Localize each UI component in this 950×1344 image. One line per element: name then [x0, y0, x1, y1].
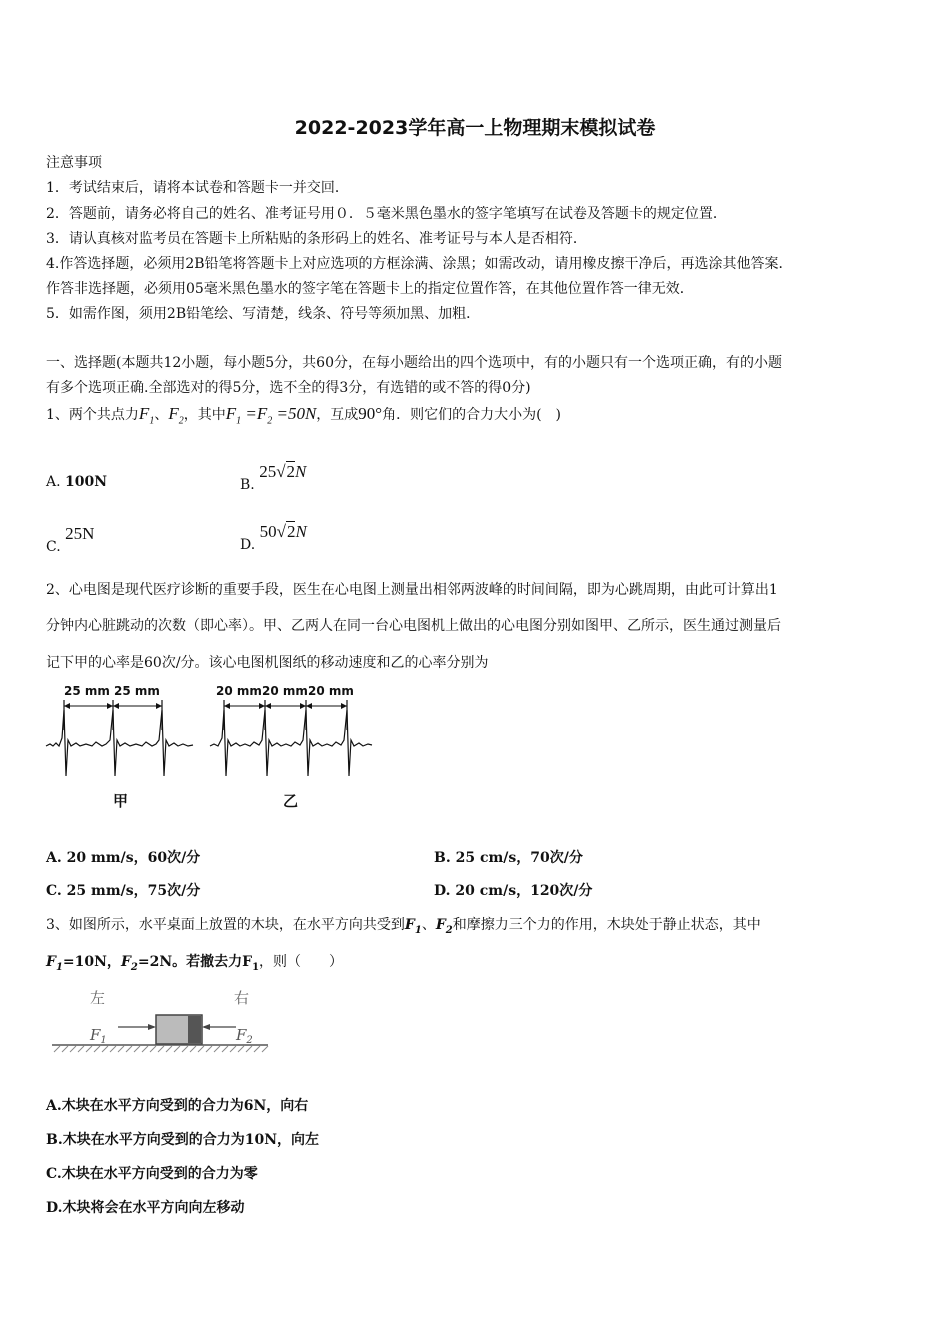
notice-item-3: 3．请认真核对监考员在答题卡上所粘贴的条形码上的姓名、准考证号与本人是否相符． — [46, 231, 587, 247]
arrow-right-icon — [148, 1024, 156, 1030]
q2-option-a: A. 20 mm/s，60次/分 — [46, 850, 201, 866]
q1-text-4: ，互成 — [316, 407, 359, 423]
q1-f1: $F_1$ — [138, 404, 155, 427]
ecg-jia-caption: 甲 — [113, 792, 129, 810]
ecg-yi-label-2: 20 mm — [262, 684, 308, 698]
notice-item-2: 2．答题前，请务必将自己的姓名、准考证号用０．５毫米黑色墨水的签字笔填写在试卷及答题卡的规定位置． — [46, 206, 727, 222]
ecg-yi-label-3: 20 mm — [308, 684, 354, 698]
section-heading-line-1: 一、选择题(本题共12小题，每小题5分，共60分，在每小题给出的四个选项中，有的小题只有一个选项正确，有的小题 — [46, 355, 782, 371]
ecg-figure — [40, 680, 380, 815]
q1-option-c: C. 25N — [46, 524, 95, 555]
q3-option-c: C.木块在水平方向受到的合力为零 — [46, 1166, 258, 1182]
q1-f2: $F_2$ — [168, 404, 184, 427]
q3-option-a: A.木块在水平方向受到的合力为6N，向右 — [46, 1098, 309, 1114]
q1-stem — [46, 404, 561, 426]
q2-option-b: B. 25 cm/s，70次/分 — [434, 850, 583, 866]
notice-item-1: 1．考试结束后，请将本试卷和答题卡一并交回． — [46, 180, 349, 196]
block-right-label: 右 — [234, 989, 250, 1007]
q2-line-1: 2、心电图是现代医疗诊断的重要手段，医生在心电图上测量出相邻两波峰的时间间隔，即为心跳周期，由此可计算出1 — [46, 582, 778, 598]
notice-item-5: 5．如需作图，须用2B铅笔绘、写清楚，线条、符号等须加黑、加粗． — [46, 306, 481, 322]
q3-line-1: 3、如图所示，水平桌面上放置的木块，在水平方向共受到$F_1$、$F_2$和摩擦力三个力的作用，木块处于静止状态，其中 — [46, 917, 761, 936]
notice-item-4-cont: 作答非选择题，必须用05毫米黑色墨水的签字笔在答题卡上的指定位置作答，在其他位置作答一律无效． — [46, 281, 694, 297]
section-heading-line-2: 有多个选项正确.全部选对的得5分，选不全的得3分，有选错的或不答的得0分) — [46, 380, 531, 396]
q1-angle: 90° — [358, 404, 383, 423]
notice-item-4: 4.作答选择题，必须用2B铅笔将答题卡上对应选项的方框涂满、涂黑；如需改动，请用橡皮擦干净后，再选涂其他答案． — [46, 256, 793, 272]
block-f2-label: $F_2$ — [236, 1026, 253, 1046]
q1-option-b: B. 25√2N — [240, 462, 307, 493]
q2-line-2: 分钟内心脏跳动的次数（即心率）。甲、乙两人在同一台心电图机上做出的心电图分别如图甲、乙所示，医生通过测量后 — [46, 618, 781, 634]
q3-option-d: D.木块将会在水平方向向左移动 — [46, 1200, 245, 1216]
ecg-jia-label-1: 25 mm — [64, 684, 110, 698]
q2-line-3: 记下甲的心率是60次/分。该心电图机图纸的移动速度和乙的心率分别为 — [46, 655, 489, 671]
ecg-yi-caption: 乙 — [283, 792, 299, 810]
table-hatching — [54, 1046, 268, 1052]
block-f1-label: $F_1$ — [90, 1026, 107, 1046]
q1-text-5: 角．则它们的合力大小为( ) — [382, 407, 562, 423]
ecg-jia-label-2: 25 mm — [114, 684, 160, 698]
q1-option-d: D. 50√2N — [240, 522, 307, 553]
block-figure — [48, 985, 273, 1060]
q1-text-3: ，其中 — [183, 407, 226, 423]
q2-option-d: D. 20 cm/s，120次/分 — [434, 883, 593, 899]
notice-heading: 注意事项 — [46, 155, 102, 171]
q1-equation: $F_1 =F_2 =50N$ — [225, 404, 317, 427]
q1-text-1: 1、两个共点力 — [46, 407, 139, 423]
page-title: 2022-2023学年高一上物理期末模拟试卷 — [294, 117, 656, 139]
q2-option-c: C. 25 mm/s，75次/分 — [46, 883, 201, 899]
q1-text-2: 、 — [154, 407, 169, 423]
ecg-yi-label-1: 20 mm — [216, 684, 262, 698]
q1-option-a: A. 100N — [46, 474, 108, 490]
q3-line-2: $F_1=10N$，$F_2=2N$。若撤去力$F_1$，则（ ） — [46, 954, 344, 973]
block-left-label: 左 — [90, 989, 106, 1007]
q3-option-b: B.木块在水平方向受到的合力为10N，向左 — [46, 1132, 319, 1148]
arrow-left-icon — [202, 1024, 210, 1030]
